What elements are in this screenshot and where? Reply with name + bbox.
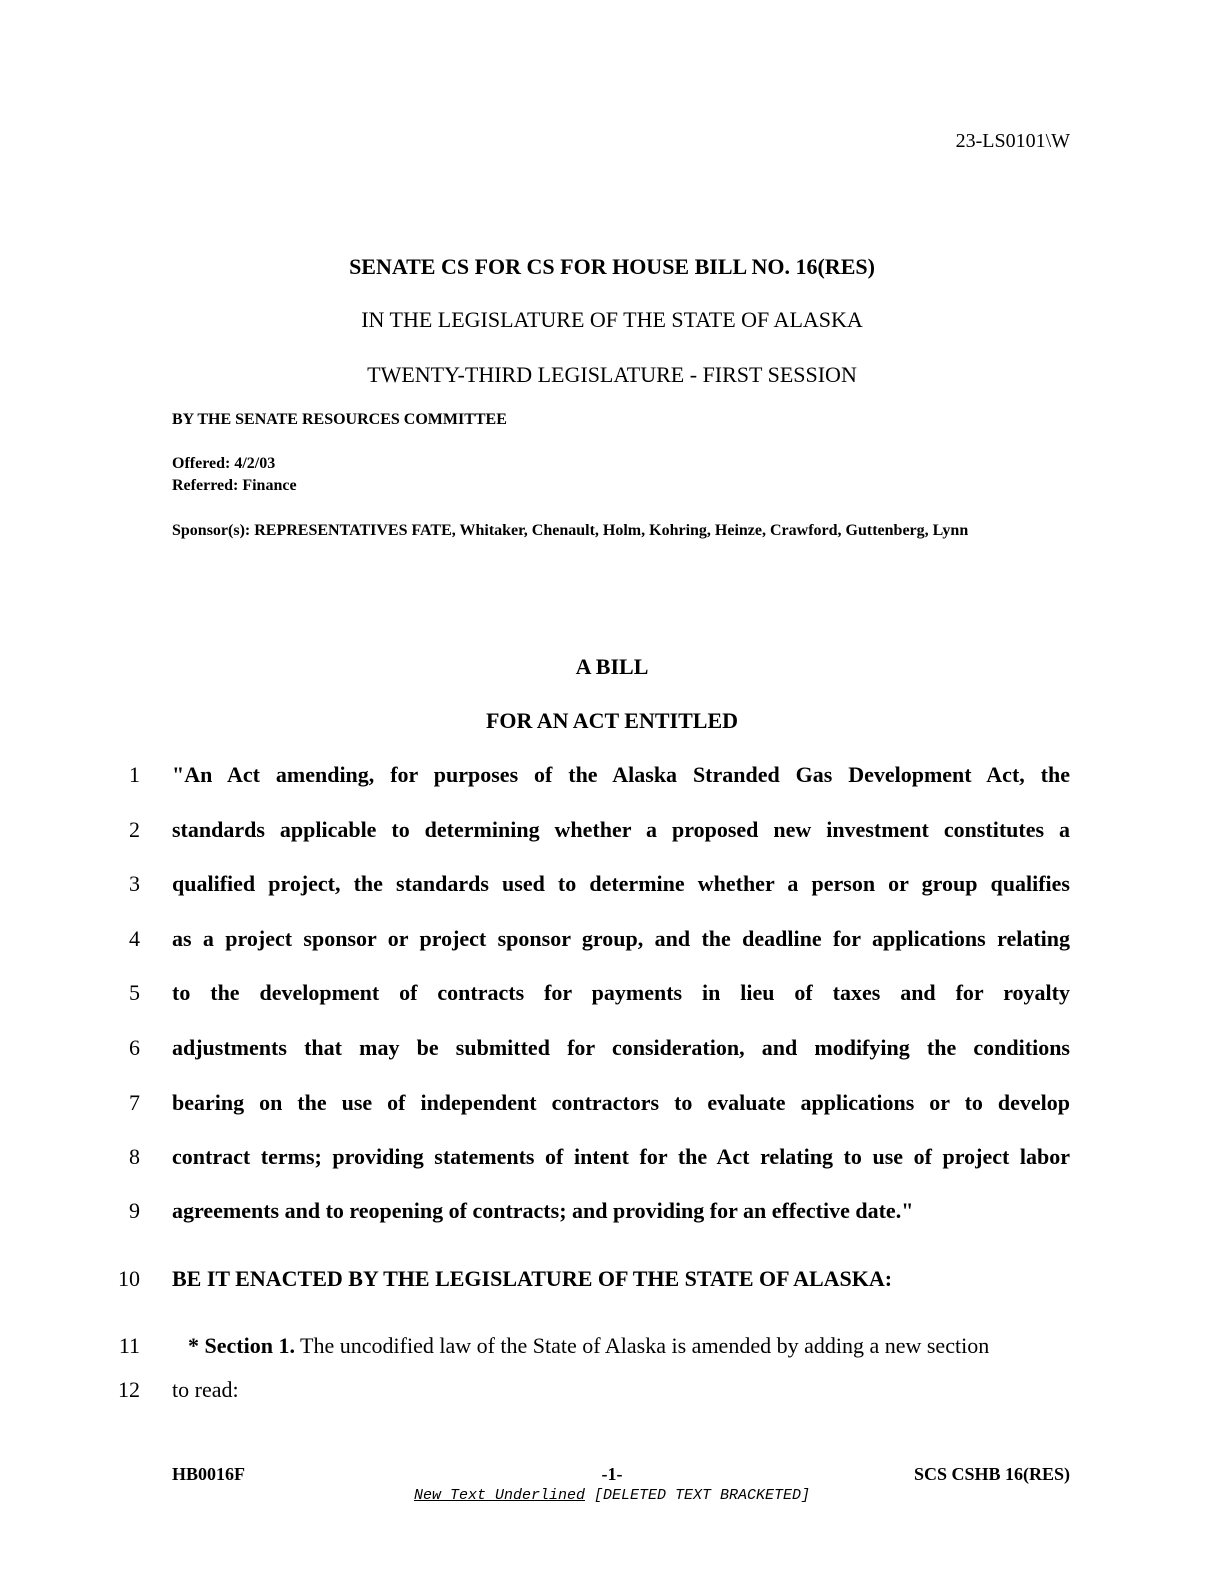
title-line: to the development of contracts for payments in lieu of taxes and for royalty	[172, 980, 1070, 1005]
legislature-heading: IN THE LEGISLATURE OF THE STATE OF ALASKA	[361, 307, 863, 332]
bill-code: HB0016F	[172, 1464, 246, 1484]
title-line: as a project sponsor or project sponsor group, and the deadline for applications relating	[172, 926, 1070, 951]
enacting-clause: BE IT ENACTED BY THE LEGISLATURE OF THE STATE OF ALASKA:	[172, 1266, 893, 1291]
line-number: 11	[118, 1333, 140, 1358]
offered-date: Offered: 4/2/03	[172, 455, 276, 472]
title-line: contract terms; providing statements of intent for the Act relating to use of project labor	[172, 1144, 1070, 1169]
section-1-line	[188, 1333, 1070, 1359]
title-line: adjustments that may be submitted for consideration, and modifying the conditions	[172, 1035, 1070, 1060]
section-text-continued: to read:	[172, 1377, 239, 1402]
line-number: 10	[118, 1266, 140, 1291]
document-id: 23-LS0101\W	[955, 130, 1070, 152]
title-line: bearing on the use of independent contractors to evaluate applications or to develop	[172, 1090, 1070, 1115]
title-line: agreements and to reopening of contracts; and providing for an effective date."	[172, 1198, 914, 1223]
text-legend	[0, 1487, 1224, 1504]
legend-deleted-text: [DELETED TEXT BRACKETED]	[594, 1487, 811, 1504]
title-line: standards applicable to determining whether a proposed new investment constitutes a	[172, 817, 1070, 842]
line-number: 1	[129, 762, 140, 787]
bill-short-name: SCS CSHB 16(RES)	[913, 1464, 1070, 1484]
line-number: 6	[129, 1035, 140, 1060]
line-number: 5	[129, 980, 140, 1005]
line-number: 7	[129, 1090, 140, 1115]
legend-new-text: New Text Underlined	[413, 1487, 585, 1504]
title-line: "An Act amending, for purposes of the Alaska Stranded Gas Development Act, the	[172, 762, 1070, 787]
referred-to: Referred: Finance	[172, 477, 297, 494]
act-entitled-heading: FOR AN ACT ENTITLED	[485, 708, 739, 733]
line-number: 9	[129, 1198, 140, 1223]
section-text: The uncodified law of the State of Alaska is amended by adding a new section	[294, 1333, 990, 1358]
line-number: 12	[118, 1377, 140, 1402]
committee-line: BY THE SENATE RESOURCES COMMITTEE	[172, 411, 507, 428]
page-number: -1-	[601, 1464, 623, 1484]
session-heading: TWENTY-THIRD LEGISLATURE - FIRST SESSION	[367, 362, 857, 387]
line-number: 2	[129, 817, 140, 842]
line-number: 8	[129, 1144, 140, 1169]
a-bill-heading: A BILL	[575, 654, 649, 679]
title-line: qualified project, the standards used to determine whether a person or group qualifies	[172, 871, 1070, 896]
line-number: 4	[129, 926, 140, 951]
bill-title: SENATE CS FOR CS FOR HOUSE BILL NO. 16(RES)	[349, 254, 875, 279]
sponsors-list: Sponsor(s): REPRESENTATIVES FATE, Whitaker, Chenault, Holm, Kohring, Heinze, Crawford, Guttenberg, Lynn	[172, 522, 969, 539]
section-label: * Section 1.	[188, 1333, 295, 1358]
line-number: 3	[129, 871, 140, 896]
